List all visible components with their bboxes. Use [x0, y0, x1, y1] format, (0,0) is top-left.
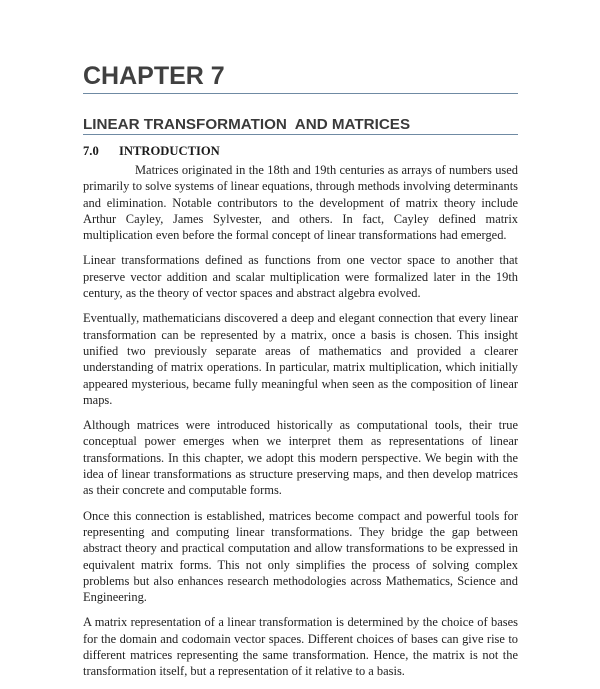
chapter-title-rule [83, 93, 518, 94]
subsection-heading [83, 144, 220, 159]
paragraph: Matrices originated in the 18th and 19th centuries as arrays of numbers used primarily to solve systems of linear equations, through methods involving determinants and elimination. Notable contributors to the development of matrix theory include Arthur Cayley, James Sylvester, and others. In fact, Cayley defined matrix multiplication even before the formal concept of linear transformations had emerged. [83, 163, 518, 243]
chapter-title: CHAPTER 7 [83, 62, 225, 90]
paragraph: Although matrices were introduced historically as computational tools, their true conceptual power emerges when we interpret them as representations of linear transformations. In this chapter, we adopt this modern perspective. We begin with the idea of linear transformations as structure preserving maps, and then develop matrices as their concrete and computable forms. [83, 418, 518, 498]
subsection-title: INTRODUCTION [119, 144, 220, 158]
paragraph: A matrix representation of a linear transformation is determined by the choice of bases for the domain and codomain vector spaces. Different choices of bases can give rise to different matrices representing the same transformation. Hence, the matrix is not the transformation itself, but a representation of it relative to a basis. [83, 615, 518, 679]
body-text [83, 162, 518, 689]
paragraph: Linear transformations defined as functions from one vector space to another that preserve vector addition and scalar multiplication were formalized later in the 19th century, as the theory of vector spaces and abstract algebra evolved. [83, 253, 518, 301]
section-title: LINEAR TRANSFORMATION AND MATRICES [83, 116, 411, 133]
paragraph: Once this connection is established, matrices become compact and powerful tools for representing and computing linear transformations. They bridge the gap between abstract theory and practical computation and allow transformations to be expressed in equivalent matrix forms. This not only simplifies the process of solving complex problems but also enhances research methodologies across Mathematics, Science and Engineering. [83, 508, 518, 605]
section-title-rule [83, 134, 518, 135]
subsection-number: 7.0 [83, 144, 99, 158]
paragraph: Eventually, mathematicians discovered a deep and elegant connection that every linear transformation can be represented by a matrix, once a basis is chosen. This insight unified two previously separate areas of mathematics and provided a clearer understanding of matrix operations. In particular, matrix multiplication, which initially appeared mysterious, became fully meaningful when seen as the composition of linear maps. [83, 311, 518, 407]
